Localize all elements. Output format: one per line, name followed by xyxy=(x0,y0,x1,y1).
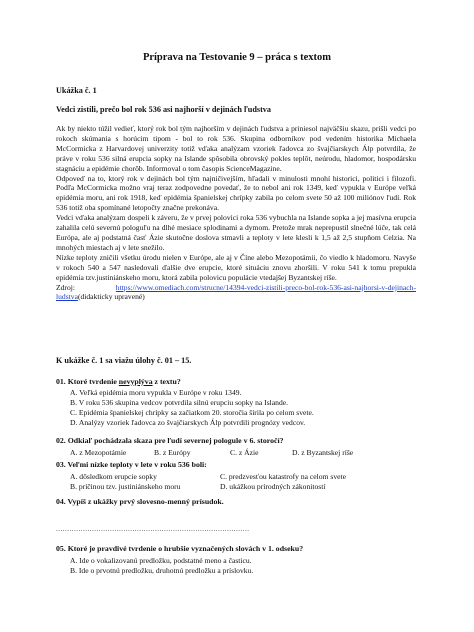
question-3-options xyxy=(70,472,346,492)
option-3d[interactable]: D. ukážkou prírodných zákonitostí xyxy=(220,481,326,491)
article-title: Vedci zistili, prečo bol rok 536 asi najhorší v dejinách ľudstva xyxy=(56,105,271,114)
tasks-heading: K ukážke č. 1 sa viažu úlohy č. 01 – 15. xyxy=(56,356,192,365)
option-5b[interactable]: B. Ide o prvotnú predložku, druhotnú predložku a príslovku. xyxy=(70,565,254,575)
option-2b[interactable]: B. z Európy xyxy=(154,448,191,457)
question-1-options xyxy=(70,388,314,428)
source-link[interactable]: https://www.omediach.com/strucne/14394-vedci-zistili-preco-bol-rok-536-asi-najhorsi-v-dejinach-ludstva xyxy=(56,282,416,302)
paragraph-3: Vedci vďaka analýzam dospeli k záveru, že v prvej polovici roka 536 vybuchla na Islande sopka a jej masívna erupcia zahalila celú severnú pologuľu na dlhé mesiace splodinami a dymom. Pretože mrak neprepustil slnečné lúče, tak celá Európa, ale aj podstatná časť Ázie skutočne doslova stmavli a teploty v lete klesli k 1,5 až 2,5 stupňom Celzia. Na mnohých miestach aj v lete snežilo. xyxy=(56,213,416,252)
question-1-underlined: nevyplýva xyxy=(118,377,153,386)
option-1b[interactable]: B. V roku 536 skupina vedcov potvrdila silnú erupciu sopky na Islande. xyxy=(70,397,289,407)
answer-line[interactable]: ...................................................................................... xyxy=(56,525,250,533)
source-line xyxy=(56,283,416,303)
option-3b[interactable]: B. príčinou tzv. justiniánskeho moru xyxy=(70,481,181,491)
paragraph-4: Nízke teploty zničili všetku úrodu nielen v Európe, ale aj v Číne alebo Mezopotámii, čo viedlo k hladomoru. Navyše v rokoch 540 a 547 nasledovali ďalšie dve erupcie, ktoré situáciu znovu zhoršili. V roku 541 k tomu prepukla epidémia tzv.justiniánskeho moru, ktorá zabila polovicu populácie vtedajšej Byzantskej ríše. xyxy=(56,252,416,282)
page-title: Príprava na Testovanie 9 – práca s textom xyxy=(142,52,332,63)
option-5a[interactable]: A. Ide o vokalizovanú predložku, podstatné meno a časticu. xyxy=(70,556,252,565)
question-1-suffix: z textu? xyxy=(152,377,181,386)
option-3a[interactable]: A. dôsledkom erupcie sopky xyxy=(70,472,157,481)
question-2: 02. Odkiaľ pochádzala skaza pre ľudí severnej pologule v 6. storočí? xyxy=(56,436,284,445)
question-3: 03. Veľmi nízke teploty v lete v roku 536 boli: xyxy=(56,460,207,469)
question-5: 05. Ktoré je pravdivé tvrdenie o hrubšie vyznačených slovách v 1. odseku? xyxy=(56,544,304,553)
sample-heading: Ukážka č. 1 xyxy=(56,86,97,95)
option-1c[interactable]: C. Epidémia španielskej chrípky sa začiatkom 20. storočia šírila po celom svete. xyxy=(70,407,314,417)
question-5-options xyxy=(70,556,253,576)
option-1d[interactable]: D. Analýzy vzoriek ľadovca zo švajčiarskych Álp potvrdili prognózy vedcov. xyxy=(70,417,306,427)
article-text xyxy=(56,124,416,302)
question-2-options xyxy=(70,448,353,457)
paragraph-2: Odpoveď na to, ktorý rok v dejinách bol tým najničivejším, hľadali v minulosti mnohí historici, politici i filozofi. Podľa McCormicka možno vraj teraz zodpovedne povedať, že to nebol ani rok 1349, keď vypukla v Európe veľká epidémia moru, ani rok 1918, keď epidémia španielskej chrípky zabila po celom svete 50 až 100 miliónov ľudí. Rok 536 totiž oba spomínané letopočty značne prekonáva. xyxy=(56,173,416,213)
option-2d[interactable]: D. z Byzantskej ríše xyxy=(292,448,354,457)
option-3c[interactable]: C. predzvesťou katastrofy na celom svete xyxy=(220,472,346,481)
source-suffix: (didakticky upravené) xyxy=(77,292,145,302)
question-1-prefix: 01. Ktoré tvrdenie xyxy=(56,377,119,386)
option-2c[interactable]: C. z Ázie xyxy=(230,448,259,457)
option-2a[interactable]: A. z Mezopotámie xyxy=(70,448,127,457)
question-1 xyxy=(56,377,181,386)
paragraph-1: Ak by niekto túžil vedieť, ktorý rok bol tým najhorším v dejinách ľudstva a priniesol najväčšiu skazu, prišli vedci po rokoch skúmania s horúcim tipom - bol to rok 536. Skupina odborníkov pod vedením historika Michaela McCormicka z Harvardovej univerzity totiž vďaka analýzam vzoriek ľadovca zo švajčiarskych Álp potvrdila, že práve v roku 536 silná erupcia sopky na Islande spôsobila obrovský pokles teplôt, neúrodu, hladomor, hospodársku stagnáciu a epidémie chorôb. Informoval o tom časopis ScienceMagazine. xyxy=(56,124,416,173)
option-1a[interactable]: A. Veľká epidémia moru vypukla v Európe v roku 1349. xyxy=(70,388,242,397)
question-4: 04. Vypíš z ukážky prvý slovesno-menný prísudok. xyxy=(56,497,224,506)
source-prefix: Zdroj: xyxy=(56,282,116,292)
